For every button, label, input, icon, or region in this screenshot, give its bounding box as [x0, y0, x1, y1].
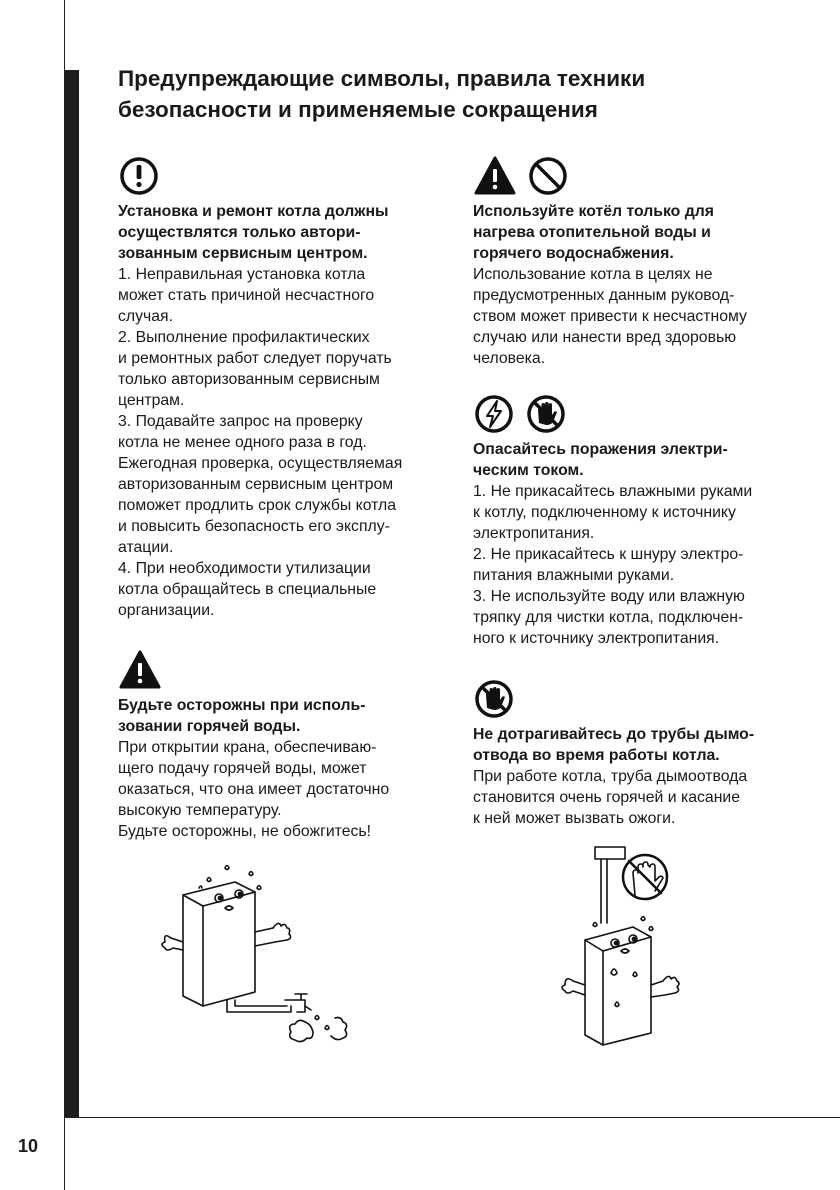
body-line: 3. Не используйте воду или влажную [473, 588, 745, 605]
page-number: 10 [18, 1136, 39, 1156]
body-line: ного к источнику электропитания. [473, 630, 720, 647]
body-line: 1. Неправильная установка котла [118, 266, 366, 283]
boiler-flue-illustration [545, 845, 695, 1055]
heading-line: горячего водоснабжения. [473, 245, 674, 262]
body-line: оказаться, что она имеет достаточно [118, 781, 390, 798]
icon-row [473, 678, 773, 720]
body-line: атации. [118, 539, 174, 556]
body-line: котла обращайтесь в специальные [118, 581, 377, 598]
body-line: Ежегодная проверка, осуществляемая [118, 455, 403, 472]
boiler-hot-water-illustration [155, 850, 375, 1050]
body-line: щего подачу горячей воды, может [118, 760, 367, 777]
body-line: ством может привести к несчастному [473, 308, 747, 325]
body-line: к ней может вызвать ожоги. [473, 810, 676, 827]
prohibited-icon [527, 155, 569, 197]
section-electric [473, 393, 773, 649]
warning-triangle-icon [473, 155, 517, 197]
top-vertical-rule [64, 0, 65, 70]
heading-line: Не дотрагивайтесь до трубы дымо- [473, 726, 755, 743]
body-line: При работе котла, труба дымоотвода [473, 768, 748, 785]
section-hot-water-body [118, 737, 418, 842]
section-install-heading [118, 201, 418, 264]
heading-line: зовании горячей воды. [118, 718, 301, 735]
section-flue-body [473, 766, 773, 829]
body-line: случаю или нанести вред здоровью [473, 329, 737, 346]
section-hot-water-heading [118, 695, 418, 737]
body-line: Использование котла в целях не [473, 266, 713, 283]
body-line: питания влажными руками. [473, 567, 675, 584]
body-line: 4. При необходимости утилизации [118, 560, 371, 577]
page-title-line: Предупреждающие символы, правила техники [118, 66, 646, 91]
body-line: поможет продлить срок службы котла [118, 497, 397, 514]
body-line: предусмотренных данным руковод- [473, 287, 735, 304]
body-line: авторизованным сервисным центром [118, 476, 394, 493]
body-line: случая. [118, 308, 173, 325]
no-touch-icon [473, 678, 515, 720]
section-install-body [118, 264, 418, 621]
section-usage [473, 155, 773, 369]
section-hot-water [118, 649, 418, 842]
footer-rule [64, 1117, 840, 1118]
body-line: человека. [473, 350, 546, 367]
body-line: тряпку для чистки котла, подключен- [473, 609, 744, 626]
heading-line: отвода во время работы котла. [473, 747, 720, 764]
body-line: к котлу, подключенному к источнику [473, 504, 736, 521]
warning-triangle-icon [118, 649, 162, 691]
body-line: и повысить безопасность его эксплу- [118, 518, 390, 535]
body-line: высокую температуру. [118, 802, 282, 819]
body-line: котла не менее одного раза в год. [118, 434, 367, 451]
body-line: Будьте осторожны, не обожгитесь! [118, 823, 372, 840]
body-line: 1. Не прикасайтесь влажными руками [473, 483, 753, 500]
heading-line: осуществлятся только автори- [118, 224, 361, 241]
body-line: организации. [118, 602, 215, 619]
icon-row [473, 155, 773, 197]
page-title-line: безопасности и применяемые сокращения [118, 97, 598, 122]
exclamation-circle-icon [118, 155, 160, 197]
section-usage-heading [473, 201, 773, 264]
heading-line: нагрева отопительной воды и [473, 224, 711, 241]
electric-shock-icon [473, 393, 515, 435]
heading-line: Используйте котёл только для [473, 203, 714, 220]
body-line: и ремонтных работ следует поручать [118, 350, 392, 367]
section-flue-heading [473, 724, 773, 766]
side-bar [64, 70, 79, 1117]
section-electric-body [473, 481, 773, 649]
body-line: центрам. [118, 392, 185, 409]
body-line: 2. Не прикасайтесь к шнуру электро- [473, 546, 744, 563]
body-line: 2. Выполнение профилактических [118, 329, 370, 346]
heading-line: Будьте осторожны при исполь- [118, 697, 366, 714]
section-electric-heading [473, 439, 773, 481]
icon-row [118, 155, 418, 197]
body-line: 3. Подавайте запрос на проверку [118, 413, 363, 430]
section-install [118, 155, 418, 621]
icon-row [118, 649, 418, 691]
body-line: становится очень горячей и касание [473, 789, 741, 806]
body-line: При открытии крана, обеспечиваю- [118, 739, 377, 756]
icon-row [473, 393, 773, 435]
body-line: может стать причиной несчастного [118, 287, 375, 304]
no-touch-icon [525, 393, 567, 435]
page-title [118, 63, 808, 125]
heading-line: ческим током. [473, 462, 584, 479]
heading-line: зованным сервисным центром. [118, 245, 368, 262]
body-line: электропитания. [473, 525, 595, 542]
heading-line: Установка и ремонт котла должны [118, 203, 389, 220]
section-flue [473, 678, 773, 829]
footer-vertical-rule [64, 1117, 65, 1190]
body-line: только авторизованным сервисным [118, 371, 380, 388]
heading-line: Опасайтесь поражения электри- [473, 441, 728, 458]
section-usage-body [473, 264, 773, 369]
